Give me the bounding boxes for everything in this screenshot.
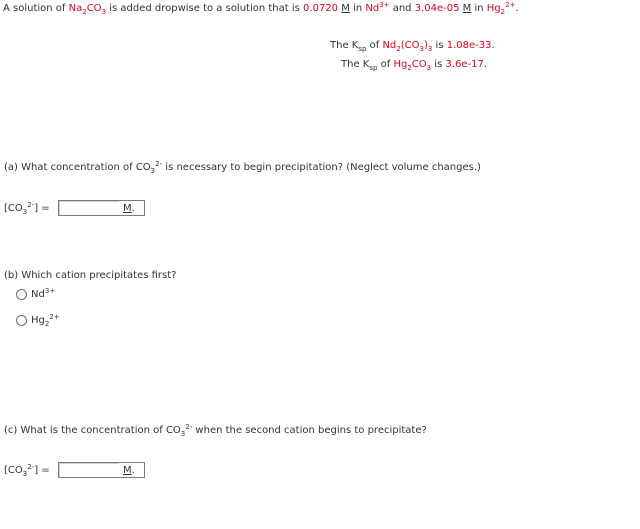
part-c-question: (c) What is the concentration of $CO_3^{2-}$ when the second cation begins to precipitate?	[4, 423, 427, 438]
ksp-hg-value: 3.6e-17	[445, 59, 484, 70]
part-c-label: $[CO_3^{2-}]$ =	[4, 463, 50, 478]
part-c-answer-input[interactable]	[58, 462, 120, 478]
problem-statement: A solution of $Na_2CO_3$ is added dropwise to a solution that is 0.0720 M in $Nd^{3+}$ and 3.04e-05 M in $Hg_2^{2+}$.	[3, 1, 519, 16]
option-nd-radio[interactable]	[16, 289, 27, 300]
part-a-answer-input[interactable]	[58, 200, 120, 216]
part-a-label: $[CO_3^{2-}]$ =	[4, 201, 50, 216]
part-a-unit: M.	[119, 200, 145, 216]
part-a-question: (a) What concentration of $CO_3^{2-}$ is necessary to begin precipitation? (Neglect volume changes.)	[4, 160, 481, 175]
ksp-hg-line: The $K_{sp}$ of $Hg_2CO_3$ is 3.6e-17.	[341, 59, 488, 72]
ksp-nd-line: The $K_{sp}$ of $Nd_2(CO_3)_3$ is 1.08e-33.	[330, 40, 495, 53]
option-hg-radio[interactable]	[16, 315, 27, 326]
part-b-question: (b) Which cation precipitates first?	[4, 270, 177, 281]
part-c-unit: M.	[119, 462, 145, 478]
option-nd-label[interactable]: $Nd^{3+}$	[31, 287, 56, 300]
ksp-nd-value: 1.08e-33	[446, 40, 492, 51]
hg-concentration: 3.04e-05	[414, 3, 460, 14]
option-hg-label[interactable]: $Hg_2^{2+}$	[31, 313, 60, 328]
nd-concentration: 0.0720	[303, 3, 339, 14]
